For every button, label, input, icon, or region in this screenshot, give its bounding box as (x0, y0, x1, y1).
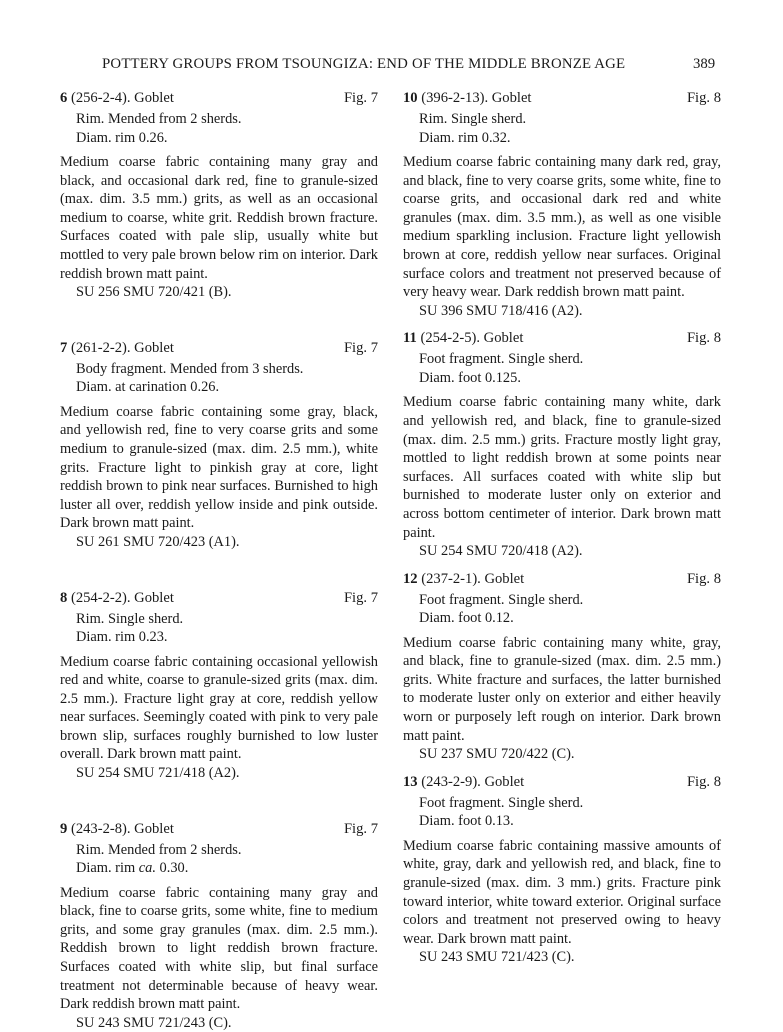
catalog-entry-11 (403, 326, 721, 560)
entry-heading (403, 326, 721, 350)
catalog-entry-9 (60, 817, 378, 1032)
entry-description: Medium coarse fabric containing many dark red, gray, and black, fine to very coarse grits, some white, fine to coarse grits, and occasional dark red and white granules (max. dim. 3.5 mm.), as well as one visible medium sparkling inclusion. Fracture light yellowish brown at core, reddish yellow near surfaces. Original surface colors and treatment not preserved because of very heavy wear. Dark reddish brown matt paint. (403, 154, 721, 301)
entry-diameter (76, 859, 378, 878)
entry-diameter: Diam. foot 0.12. (419, 610, 514, 627)
catalog-entry-6 (60, 86, 378, 302)
entry-heading (403, 86, 721, 110)
entry-code: (396-2-13). Goblet (421, 90, 532, 106)
entry-description: Medium coarse fabric containing occasional yellowish red and white, coarse to granule-sized grits (max. dim. 2.5 mm.). Fracture light gray at core, reddish yellow near surfaces. Seemingly coated with pink to very pale brown slip, surfaces roughly burnished to low luster overall. Dark brown matt paint. (60, 653, 378, 763)
catalog-entry-10 (403, 86, 721, 320)
entry-number: 11 (403, 330, 417, 347)
entry-heading (403, 770, 721, 794)
catalog-entry-7 (60, 336, 378, 552)
entry-diameter: Diam. rim 0.32. (419, 129, 511, 146)
entry-number: 9 (60, 820, 68, 837)
entry-heading (60, 586, 378, 610)
entry-diameter: Diam. at carination 0.26. (76, 379, 220, 396)
diameter-prefix: Diam. rim (76, 860, 139, 877)
page-number: 389 (693, 56, 716, 72)
entry-meta-line: Body fragment. Mended from 3 sherds. (76, 360, 304, 377)
entry-number: 8 (60, 589, 68, 606)
left-column (60, 86, 378, 1031)
entry-meta-line: Foot fragment. Single sherd. (419, 591, 584, 608)
entry-number: 10 (403, 90, 418, 106)
running-head: POTTERY GROUPS FROM TSOUNGIZA: END OF THE MIDDLE BRONZE AGE (102, 56, 626, 72)
entry-meta-line: Foot fragment. Single sherd. (419, 794, 584, 811)
entry-diameter: Diam. foot 0.125. (419, 369, 521, 386)
entry-diameter: Diam. foot 0.13. (419, 813, 514, 830)
right-column (403, 86, 721, 966)
entry-number: 12 (403, 570, 418, 587)
catalog-entry-8 (60, 586, 378, 783)
entry-heading (60, 336, 378, 360)
entry-su-reference: SU 243 SMU 721/243 (C). (76, 1014, 232, 1031)
entry-meta-line: Foot fragment. Single sherd. (419, 351, 584, 368)
figure-reference: Fig. 8 (686, 773, 721, 790)
entry-heading (60, 817, 378, 841)
figure-reference: Fig. 8 (686, 570, 721, 587)
figure-reference: Fig. 7 (343, 339, 378, 356)
entry-code: (254-2-5). Goblet (420, 330, 524, 347)
entry-meta-line: Rim. Mended from 2 sherds. (76, 111, 242, 127)
entry-su-reference: SU 243 SMU 721/423 (C). (419, 949, 575, 966)
catalog-entry-12 (403, 567, 721, 764)
entry-number: 7 (60, 339, 68, 356)
entry-su-reference: SU 237 SMU 720/422 (C). (419, 746, 575, 763)
figure-reference: Fig. 8 (686, 90, 721, 106)
entry-meta-line: Rim. Single sherd. (419, 111, 527, 127)
entry-number: 6 (60, 90, 68, 106)
entry-code: (261-2-2). Goblet (70, 339, 174, 356)
entry-description: Medium coarse fabric containing massive amounts of white, gray, dark and yellowish red, and black, fine to granule-sized (max. dim. 3 mm.) grits. Fracture pink toward interior, white toward exterior. Original surface colors and treatment not preserved owing to heavy wear. Dark brown matt paint. (403, 837, 721, 947)
figure-reference: Fig. 7 (343, 589, 378, 606)
entry-code: (243-2-9). Goblet (421, 773, 525, 790)
entry-description: Medium coarse fabric containing many gray and black, fine to coarse grits, some white, fine to medium grits, and some gray granules (max. dim. 2.5 mm.). Reddish brown to light reddish brown fracture. Surfaces coated with white slip, but final surface treatment not determinable because of heavy wear. Dark reddish brown matt paint. (60, 884, 378, 1013)
entry-diameter: Diam. rim 0.23. (76, 629, 168, 645)
entry-heading (403, 567, 721, 591)
entry-su-reference: SU 256 SMU 720/421 (B). (76, 284, 232, 301)
entry-meta-line: Rim. Single sherd. (76, 610, 184, 627)
entry-description: Medium coarse fabric containing many white, dark and yellowish red, and black, fine to granule-sized (max. dim. 2.5 mm.) grits. Fracture mostly light gray, mottled to light reddish brown at some points near surfaces. All surfaces coated with white slip but burnished to moderate luster only on exterior and across bottom centimeter of interior. Dark brown matt paint. (403, 394, 721, 541)
entry-su-reference: SU 254 SMU 720/418 (A2). (419, 543, 583, 560)
entry-number: 13 (403, 773, 418, 790)
entry-description: Medium coarse fabric containing many white, gray, and black, fine to granule-sized (max. dim. 2.5 mm.) grits. White fracture and surfaces, the latter burnished to moderate luster only on exterior and either heavily worn or purposely left rough on interior. Dark brown matt paint. (403, 634, 721, 744)
entry-description: Medium coarse fabric containing some gray, black, and yellowish red, fine to very coarse grits and some medium to granule-sized (max. dim. 2.5 mm.), white grits. Fracture light to pinkish gray at core, light reddish brown to pink near surfaces. Burnished to high luster all over, reddish yellow inside and pink outside. Dark brown matt paint. (60, 403, 378, 532)
entry-code: (254-2-2). Goblet (70, 589, 174, 606)
entry-su-reference: SU 254 SMU 721/418 (A2). (76, 765, 240, 782)
entry-su-reference: SU 261 SMU 720/423 (A1). (76, 533, 240, 550)
entry-diameter: Diam. rim 0.26. (76, 129, 168, 146)
entry-heading (60, 86, 378, 110)
circa-abbreviation: ca. (138, 860, 156, 877)
entry-code: (237-2-1). Goblet (421, 570, 525, 587)
figure-reference: Fig. 8 (686, 330, 721, 347)
entry-meta-line: Rim. Mended from 2 sherds. (76, 841, 242, 858)
entry-code: (256-2-4). Goblet (70, 90, 174, 106)
entry-su-reference: SU 396 SMU 718/416 (A2). (419, 302, 583, 319)
entry-description: Medium coarse fabric containing many gray and black, and occasional dark red, fine to granule-sized (max. dim. 3.5 mm.) grits, as well as an occasional medium to coarse, white grit. Reddish brown fracture. Surfaces coated with pale slip, usually white but mottled to very pale brown below rim on interior. Dark reddish brown matt paint. (60, 154, 378, 282)
diameter-value: 0.30. (155, 860, 189, 877)
catalog-entry-13 (403, 770, 721, 967)
figure-reference: Fig. 7 (343, 90, 378, 106)
figure-reference: Fig. 7 (343, 820, 378, 837)
entry-code: (243-2-8). Goblet (70, 820, 174, 837)
